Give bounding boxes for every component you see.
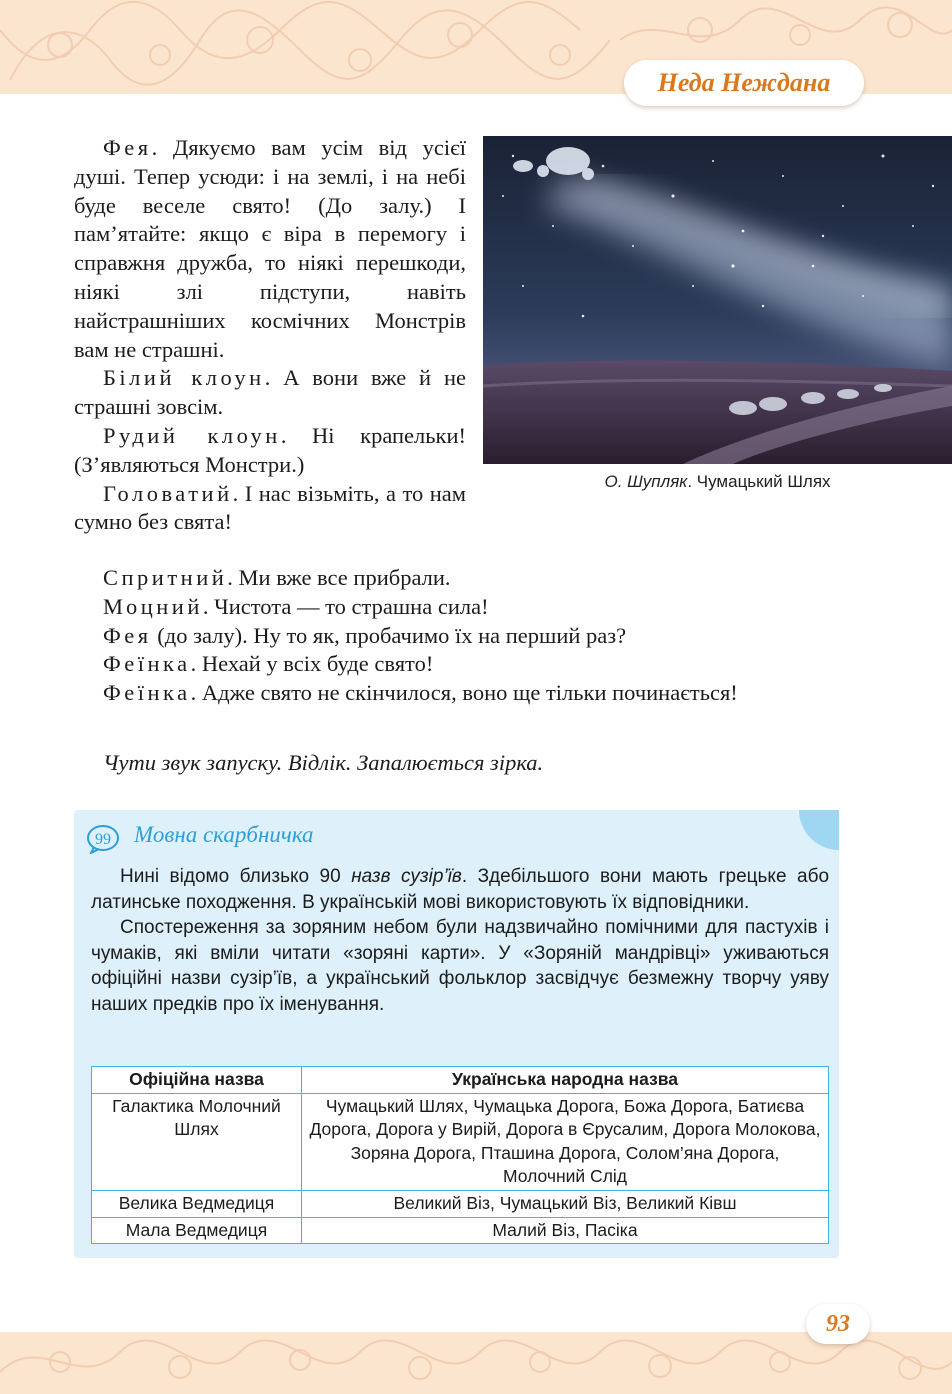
column-header-official: Офіційна назва (92, 1067, 302, 1094)
stage-direction: Чути звук запуску. Відлік. Запалюється зірка. (103, 750, 544, 775)
speaker-name: Феїнка (103, 651, 191, 677)
svg-text:99: 99 (95, 831, 111, 848)
speech-text: . Дякуємо вам усім від усієї душі. Тепер усюди: і на землі, і на небі буде веселе свято! (До залу.) І пам’ятайте: якщо є віра в перемогу і справжня дружба, то ніякі перешкоди, ніякі злі підступи, навіть найстрашніших космічних Монстрів вам не страшні. (74, 135, 466, 362)
dialogue-line (74, 622, 840, 651)
speech-text: . Ні крапельки! (З’являються Монстри.) (74, 422, 466, 477)
dialogue-line (74, 679, 840, 708)
speaker-name: Фея (103, 135, 152, 160)
dialogue-line (74, 650, 840, 679)
treasury-paragraph: Спостереження за зоряним небом були надзвичайно помічними для пастухів і чумаків, які вміли читати «зоряні карти». У «Зоряній мандрівці» уживаються офіційні назви сузір’їв, а український фольклор засвідчує безмежну творчу уяву наших предків про їх іменування. (91, 917, 829, 1015)
table-row (92, 1217, 829, 1244)
box-corner-decoration (799, 810, 839, 850)
speaker-name: Спритний (103, 565, 228, 590)
table-row (92, 1190, 829, 1217)
speech-text: . Адже свято не скінчилося, воно ще тільки починається! (190, 680, 738, 706)
official-name-cell: Мала Ведмедиця (92, 1217, 302, 1244)
page-number-badge (806, 1304, 870, 1344)
speech-text: . І нас візьміть, а то нам сумно без свята! (74, 480, 466, 535)
figure-caption (483, 472, 952, 492)
dialogue-line (74, 134, 466, 364)
speaker-name: Фея (103, 622, 152, 648)
speaker-name: Моцний (103, 593, 203, 619)
dialogue-left-column (74, 134, 466, 537)
dialogue-full-column (74, 564, 840, 708)
speaker-name: Головатий (103, 480, 233, 506)
constellation-names-table (91, 1066, 829, 1244)
folk-name-cell: Великий Віз, Чумацький Віз, Великий Ківш (302, 1190, 829, 1217)
milky-way-painting (483, 136, 952, 464)
column-header-folk: Українська народна назва (302, 1067, 829, 1094)
speaker-name: Рудий клоун (103, 422, 281, 448)
speaker-name: Білий клоун (103, 365, 265, 391)
text-run: . Здебільшого вони мають грецьке або латинське походження. В українській мові використовують їх відповідники. (91, 866, 830, 913)
dialogue-line (74, 593, 840, 622)
table-header-row (92, 1067, 829, 1094)
emphasis-term: назв сузір’їв (351, 866, 462, 887)
treasury-text (91, 864, 829, 1017)
folk-name-cell: Малий Віз, Пасіка (302, 1217, 829, 1244)
caption-author: О. Шупляк (604, 472, 688, 491)
official-name-cell: Велика Ведмедиця (92, 1190, 302, 1217)
treasury-title: Мовна скарбничка (134, 822, 314, 847)
language-treasury-box (74, 810, 839, 1258)
official-name-cell: Галактика Молочний Шлях (92, 1093, 302, 1190)
caption-title: . Чумацький Шлях (687, 472, 831, 491)
dialogue-line (74, 480, 466, 538)
dialogue-line (74, 364, 466, 422)
treasury-paragraph (91, 864, 829, 915)
speech-text: (до залу). Ну то як, пробачимо їх на перший раз? (151, 622, 627, 648)
page-number: 93 (826, 1310, 850, 1337)
quote-bubble-icon (86, 824, 122, 854)
table-row (92, 1093, 829, 1190)
speech-text: . Ми вже все прибрали. (227, 565, 451, 590)
painting-image (483, 136, 952, 464)
dialogue-line (74, 564, 840, 593)
speech-text: . Чистота — то страшна сила! (202, 593, 489, 619)
text-run: Нині відомо близько 90 (120, 866, 352, 887)
chapter-title: Неда Неждана (657, 68, 831, 97)
speaker-name: Феїнка (103, 680, 191, 706)
speech-text: . А вони вже й не страшні зовсім. (74, 365, 466, 420)
speech-text: . Нехай у всіх буде свято! (190, 651, 434, 677)
bottom-ornament-band (0, 1332, 952, 1394)
ornament-pattern (0, 1332, 952, 1394)
dialogue-line (74, 422, 466, 480)
folk-name-cell: Чумацький Шлях, Чумацька Дорога, Божа Дорога, Батиєва Дорога, Дорога у Вирій, Дорога в Єрусалим, Дорога Молокова, Зоряна Дорога, Пташина Дорога, Солом’яна Дорога, Молочний Слід (302, 1093, 829, 1190)
chapter-title-tab (624, 60, 864, 106)
